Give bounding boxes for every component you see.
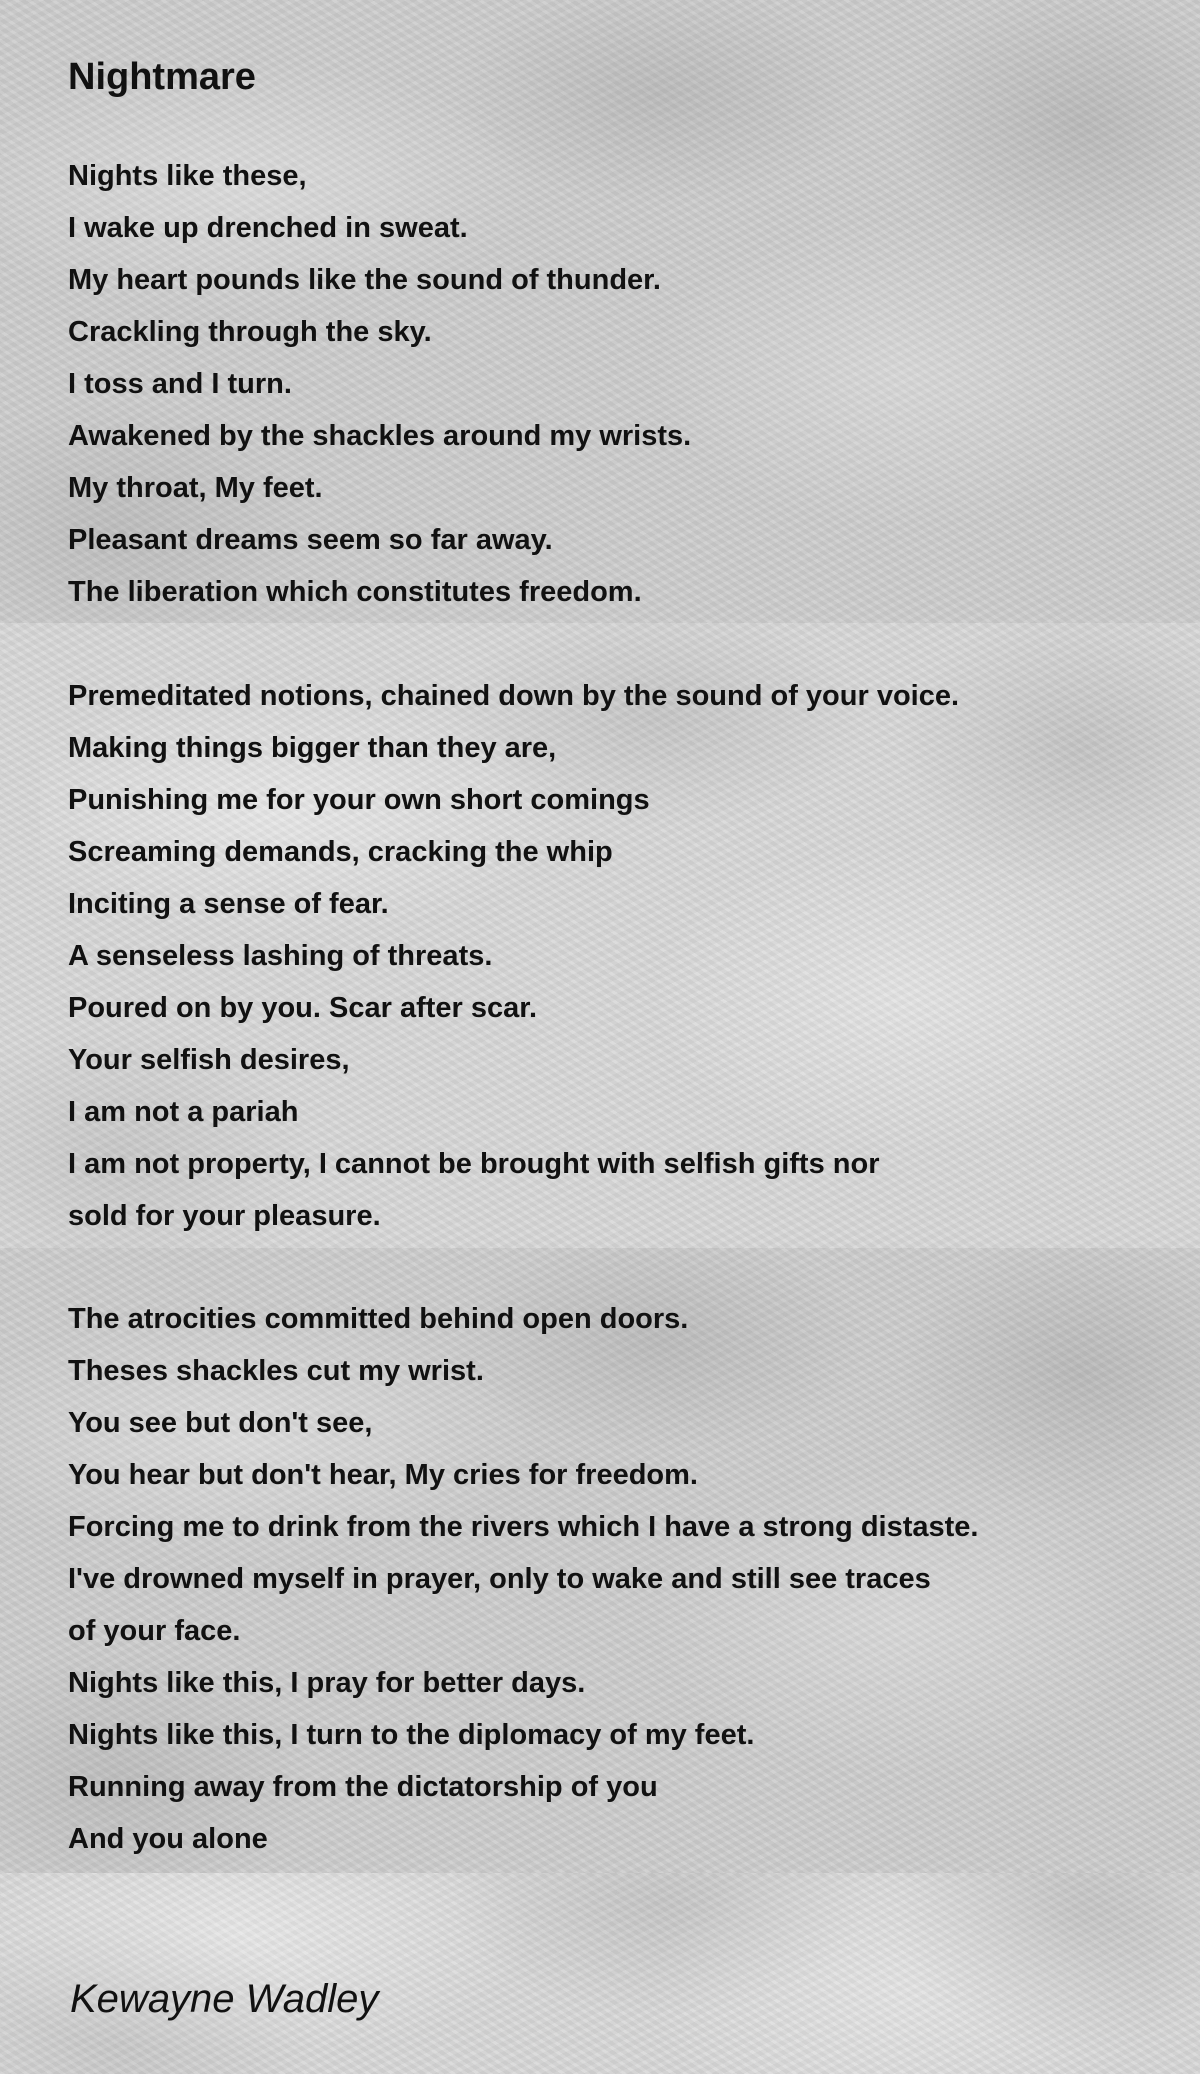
poem-line: Pleasant dreams seem so far away. bbox=[68, 524, 553, 556]
poem-line: And you alone bbox=[68, 1823, 268, 1855]
poem-line: Nights like this, I turn to the diplomacy of my feet. bbox=[68, 1719, 755, 1751]
poem-line: Your selfish desires, bbox=[68, 1044, 350, 1076]
poem-author: Kewayne Wadley bbox=[70, 1977, 379, 2021]
poem-line: You hear but don't hear, My cries for freedom. bbox=[68, 1459, 698, 1491]
poem-line: Punishing me for your own short comings bbox=[68, 784, 650, 816]
poem-line: Nights like this, I pray for better days. bbox=[68, 1667, 586, 1699]
poem-line: Theses shackles cut my wrist. bbox=[68, 1355, 484, 1387]
poem-line: I toss and I turn. bbox=[68, 368, 292, 400]
poem-line: sold for your pleasure. bbox=[68, 1200, 381, 1232]
poem-line: A senseless lashing of threats. bbox=[68, 940, 493, 972]
poem-line: Poured on by you. Scar after scar. bbox=[68, 992, 537, 1024]
poem-line: Premeditated notions, chained down by the sound of your voice. bbox=[68, 680, 960, 712]
poem-line: I've drowned myself in prayer, only to wake and still see traces bbox=[68, 1563, 931, 1595]
stanza-2 bbox=[68, 670, 959, 1242]
poem-title: Nightmare bbox=[68, 56, 256, 98]
poem-line: Crackling through the sky. bbox=[68, 316, 432, 348]
stanza-3 bbox=[68, 1293, 978, 1865]
poem-line: The liberation which constitutes freedom. bbox=[68, 576, 642, 608]
poem-line: Awakened by the shackles around my wrists. bbox=[68, 420, 692, 452]
poem-line: Inciting a sense of fear. bbox=[68, 888, 389, 920]
background-band-4 bbox=[0, 1873, 1200, 2074]
poem-line: My heart pounds like the sound of thunder. bbox=[68, 264, 661, 296]
poem-line: I am not a pariah bbox=[68, 1096, 299, 1128]
poem-line: Running away from the dictatorship of you bbox=[68, 1771, 658, 1803]
poem-line: You see but don't see, bbox=[68, 1407, 373, 1439]
poem-line: My throat, My feet. bbox=[68, 472, 323, 504]
poem-line: of your face. bbox=[68, 1615, 241, 1647]
poem-line: Forcing me to drink from the rivers which I have a strong distaste. bbox=[68, 1511, 979, 1543]
stanza-1 bbox=[68, 150, 691, 618]
poem-line: Making things bigger than they are, bbox=[68, 732, 557, 764]
poem-line: I wake up drenched in sweat. bbox=[68, 212, 468, 244]
poem-line: The atrocities committed behind open doors. bbox=[68, 1303, 689, 1335]
poem-line: I am not property, I cannot be brought with selfish gifts nor bbox=[68, 1148, 880, 1180]
poem-line: Screaming demands, cracking the whip bbox=[68, 836, 613, 868]
poem-line: Nights like these, bbox=[68, 160, 307, 192]
